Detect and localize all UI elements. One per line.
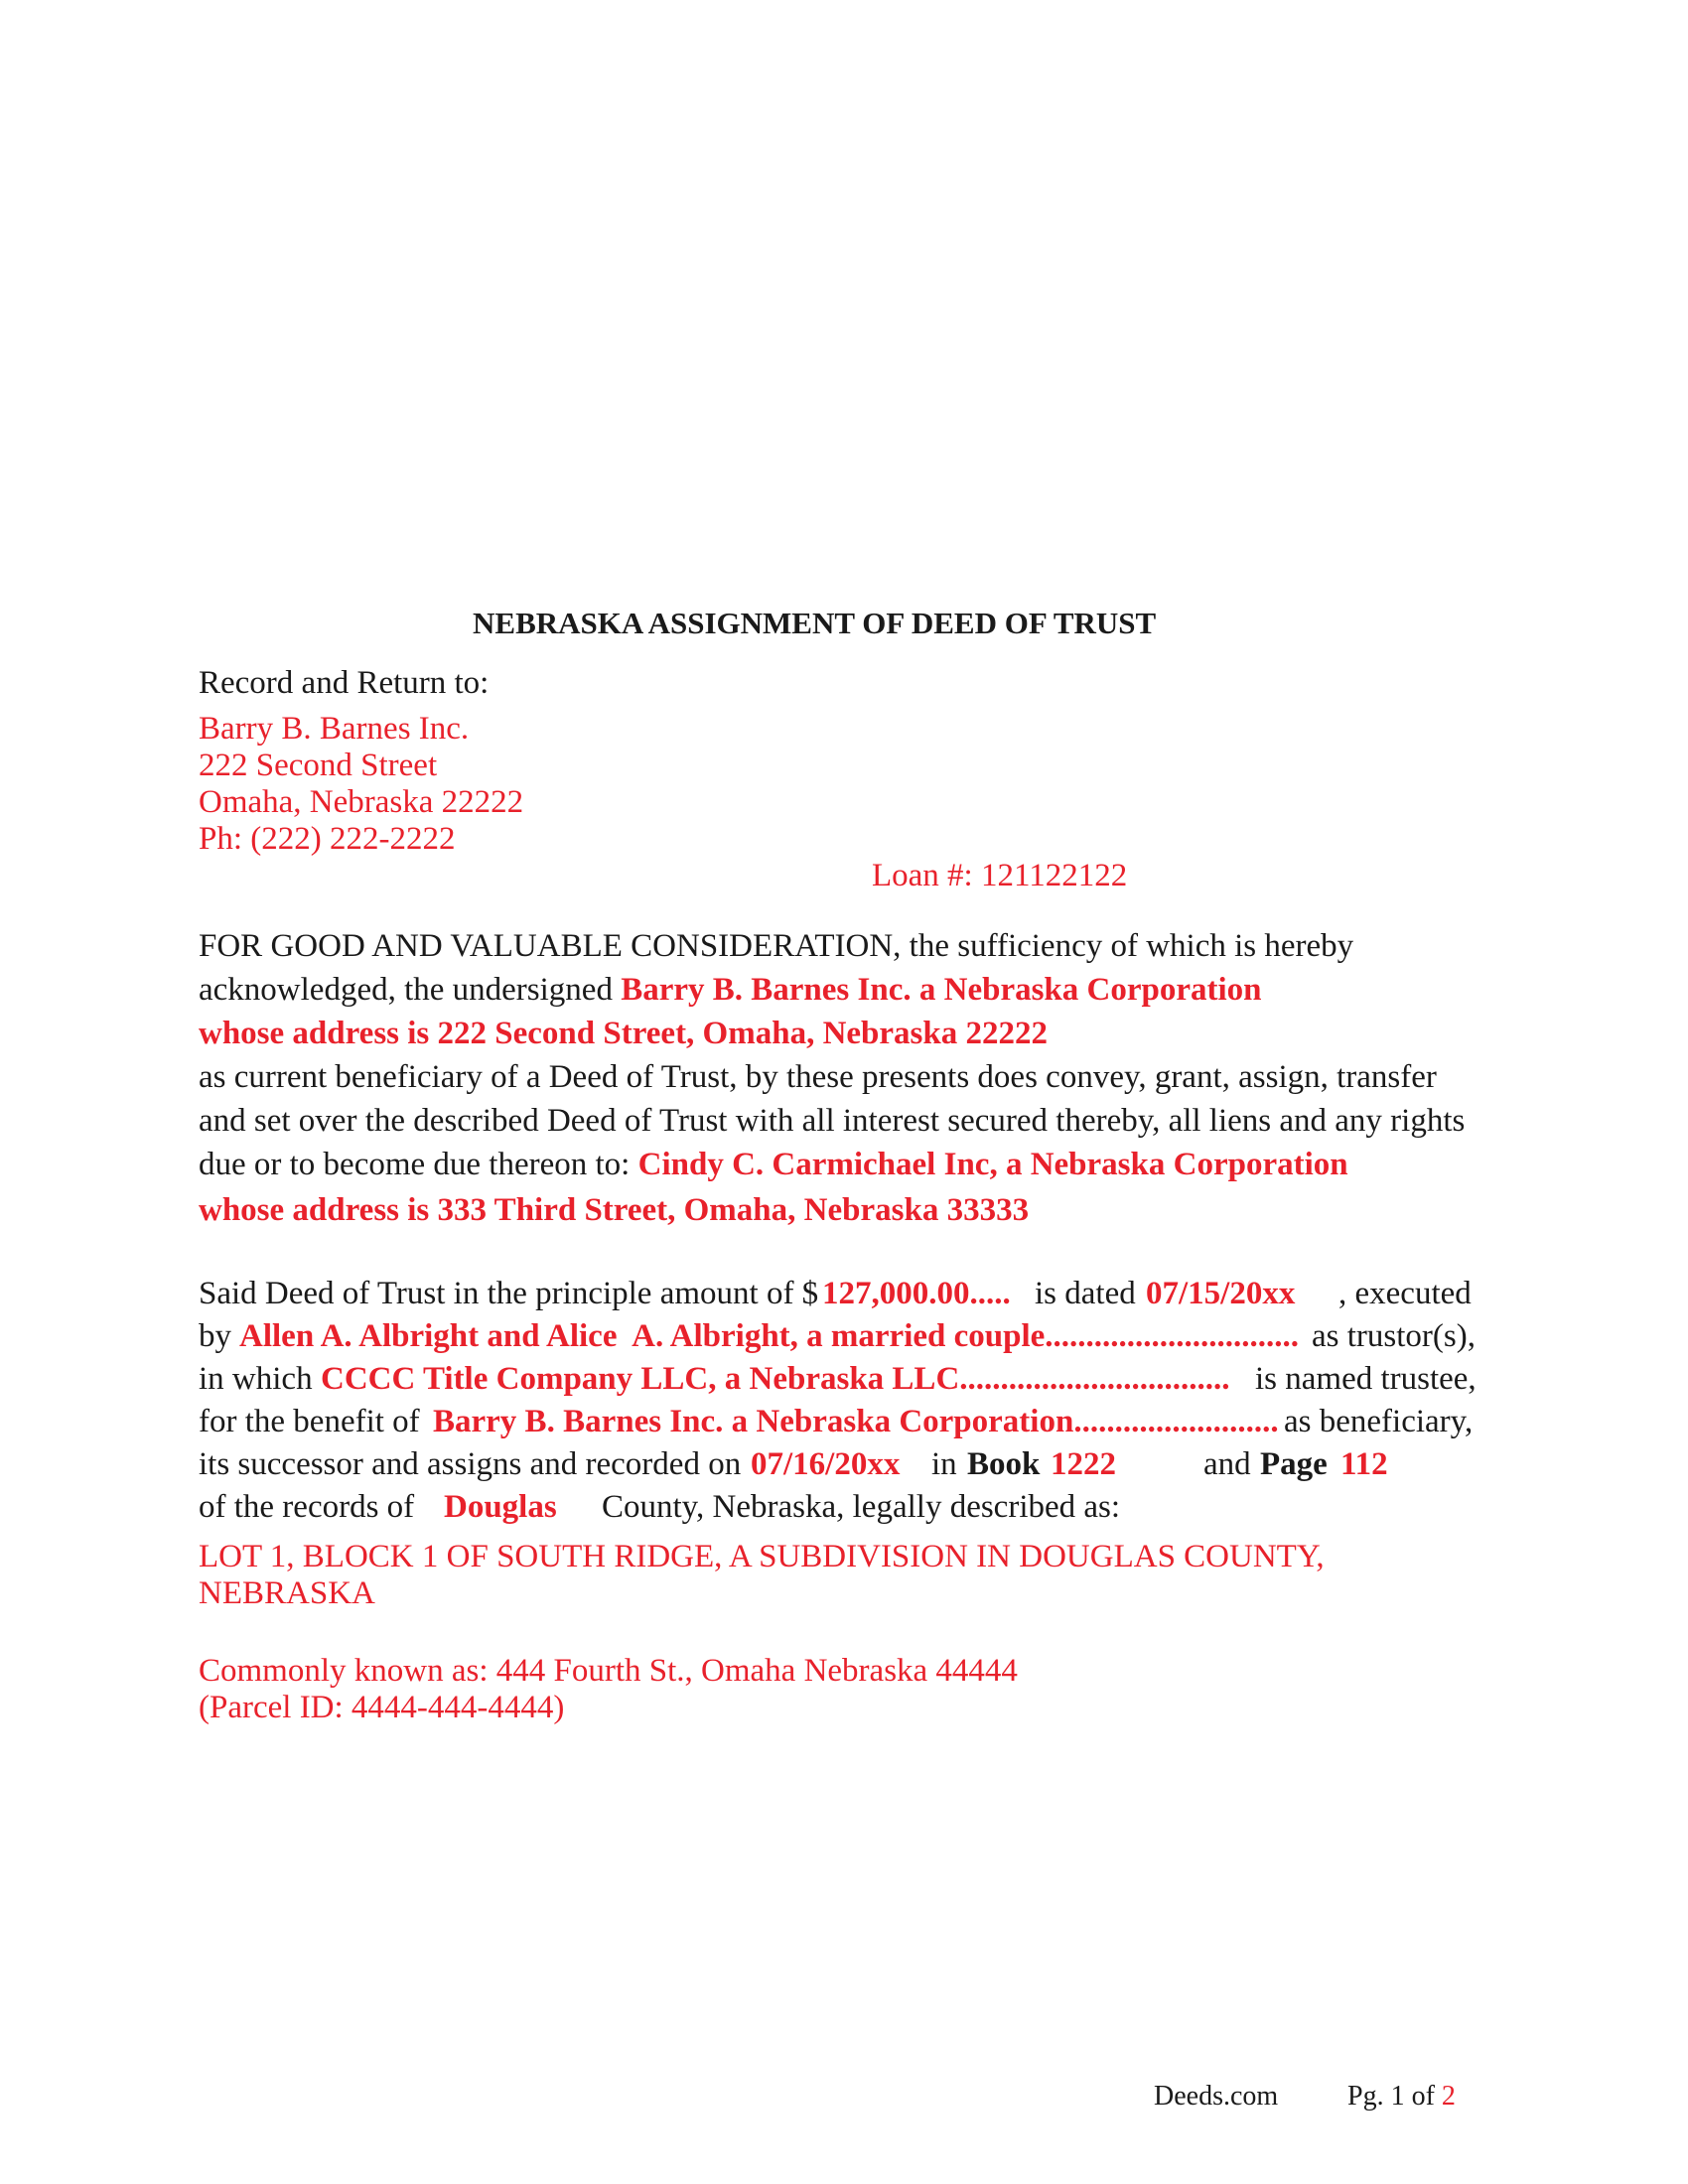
para1-line: and set over the described Deed of Trust with all interest secured thereby, all liens and any rights <box>199 1103 1466 1139</box>
trustor-names: Allen A. Albright and Alice A. Albright, a married couple............................... <box>239 1318 1300 1354</box>
para1-line: due or to become due thereon to: Cindy C. Carmichael Inc, a Nebraska Corporation <box>199 1147 1348 1182</box>
para2-text: County, Nebraska, legally described as: <box>602 1489 1121 1525</box>
return-address-line: Ph: (222) 222-2222 <box>199 821 456 857</box>
legal-description: LOT 1, BLOCK 1 OF SOUTH RIDGE, A SUBDIVISION IN DOUGLAS COUNTY, <box>199 1539 1325 1574</box>
loan-number: Loan #: 121122122 <box>872 858 1128 893</box>
county-name: Douglas <box>444 1489 557 1525</box>
page-number: 112 <box>1340 1446 1388 1482</box>
para2-text: and <box>1203 1446 1251 1482</box>
para2-text: , executed <box>1338 1276 1472 1311</box>
page-label: Page <box>1260 1446 1328 1482</box>
para2-text: Said Deed of Trust in the principle amount of $ <box>199 1276 819 1311</box>
para2-text: is dated <box>1035 1276 1136 1311</box>
footer-site: Deeds.com <box>1154 2081 1279 2112</box>
para2-text: by <box>199 1318 231 1354</box>
para2-text: is named trustee, <box>1255 1361 1477 1397</box>
para2-text: as beneficiary, <box>1284 1404 1474 1439</box>
document-title: NEBRASKA ASSIGNMENT OF DEED OF TRUST <box>473 606 1157 640</box>
footer-page-total: 2 <box>1441 2081 1456 2112</box>
return-address-line: Barry B. Barnes Inc. <box>199 711 470 747</box>
book-label: Book <box>967 1446 1041 1482</box>
assignee-name: Cindy C. Carmichael Inc, a Nebraska Corporation <box>637 1147 1348 1182</box>
footer-page: Pg. 1 of 2 <box>1347 2081 1456 2112</box>
common-address: Commonly known as: 444 Fourth St., Omaha Nebraska 44444 <box>199 1653 1018 1689</box>
book-number: 1222 <box>1051 1446 1116 1482</box>
return-address-line: 222 Second Street <box>199 748 438 783</box>
recorded-date: 07/16/20xx <box>751 1446 901 1482</box>
assignor-address: whose address is 222 Second Street, Omaha, Nebraska 22222 <box>199 1016 1048 1051</box>
parcel-id: (Parcel ID: 4444-444-4444) <box>199 1690 565 1725</box>
para1-line: FOR GOOD AND VALUABLE CONSIDERATION, the sufficiency of which is hereby <box>199 928 1354 964</box>
record-return-label: Record and Return to: <box>199 665 490 701</box>
para2-text: of the records of <box>199 1489 415 1525</box>
para1-line: as current beneficiary of a Deed of Trust, by these presents does convey, grant, assign, transfer <box>199 1059 1437 1095</box>
return-address-line: Omaha, Nebraska 22222 <box>199 784 524 820</box>
dated-date: 07/15/20xx <box>1146 1276 1296 1311</box>
para2-text: in <box>931 1446 957 1482</box>
beneficiary-name: Barry B. Barnes Inc. a Nebraska Corporation......................... <box>433 1404 1279 1439</box>
para2-text: for the benefit of <box>199 1404 420 1439</box>
principal-amount: 127,000.00..... <box>822 1276 1011 1311</box>
trustee-name: CCCC Title Company LLC, a Nebraska LLC................................. <box>321 1361 1230 1397</box>
assignor-name: Barry B. Barnes Inc. a Nebraska Corporation <box>621 972 1262 1008</box>
assignee-address: whose address is 333 Third Street, Omaha, Nebraska 33333 <box>199 1192 1030 1228</box>
para2-text: in which <box>199 1361 313 1397</box>
para2-text: its successor and assigns and recorded on <box>199 1446 742 1482</box>
para2-text: as trustor(s), <box>1312 1318 1476 1354</box>
para1-line: acknowledged, the undersigned Barry B. Barnes Inc. a Nebraska Corporation <box>199 972 1262 1008</box>
legal-description: NEBRASKA <box>199 1575 375 1611</box>
